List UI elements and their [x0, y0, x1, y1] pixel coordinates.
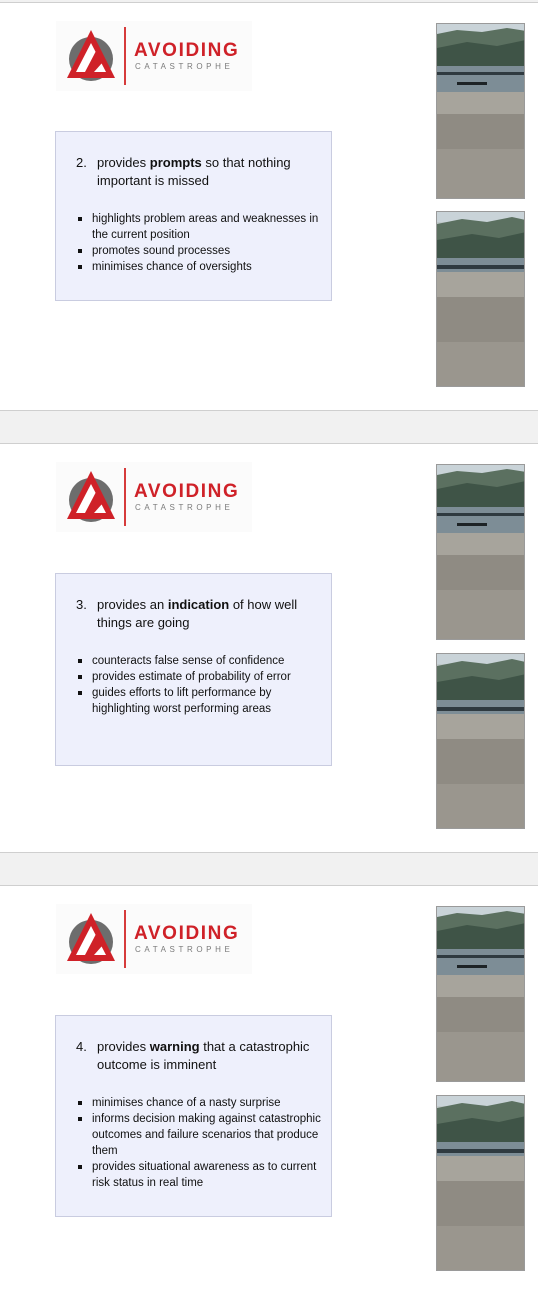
slide-separator: [0, 852, 538, 886]
list-item: [76, 1095, 321, 1111]
list-item: [76, 1159, 321, 1191]
heading-text: provides: [97, 155, 150, 170]
avoiding-catastrophe-logo: [56, 904, 252, 974]
avoiding-catastrophe-logo: [56, 462, 252, 532]
logo-triangle-icon: [62, 468, 120, 526]
list-item: [76, 653, 321, 669]
lake-photo: [436, 653, 525, 829]
panel-heading: [76, 1038, 321, 1074]
heading-text: of how well things are going: [97, 597, 298, 630]
heading-number: 2.: [76, 155, 87, 170]
slide: [0, 886, 538, 1292]
bullet-list: [76, 211, 321, 275]
lake-photo: [436, 906, 525, 1082]
content-panel: [55, 1015, 332, 1217]
lake-photo: [436, 211, 525, 387]
logo-divider: [124, 910, 126, 968]
heading-keyword: prompts: [149, 155, 202, 170]
slide: [0, 444, 538, 852]
bullet-text: informs decision making against catastrophic outcomes and failure scenarios that produce them: [92, 1113, 321, 1157]
heading-text: provides an: [97, 597, 168, 612]
heading-number: 4.: [76, 1039, 87, 1054]
heading-keyword: indication: [167, 597, 230, 612]
list-item: [76, 259, 321, 275]
lake-photo: [436, 23, 525, 199]
heading-text: that a catastrophic outcome is imminent: [97, 1039, 310, 1072]
logo-word-catastrophe: CATASTROPHE: [135, 62, 234, 71]
bullet-text: minimises chance of oversights: [92, 261, 252, 273]
logo-word-avoiding: AVOIDING: [134, 40, 240, 61]
bullet-list: [76, 653, 321, 717]
heading-text: provides: [97, 1039, 150, 1054]
logo-word-avoiding: AVOIDING: [134, 481, 240, 502]
list-item: [76, 211, 321, 243]
panel-heading: [76, 596, 321, 632]
slide: [0, 3, 538, 410]
bullet-text: minimises chance of a nasty surprise: [92, 1097, 281, 1109]
bullet-text: guides efforts to lift performance by highlighting worst performing areas: [92, 687, 272, 715]
lake-photo: [436, 1095, 525, 1271]
bullet-text: provides estimate of probability of error: [92, 671, 291, 683]
bullet-text: promotes sound processes: [92, 245, 231, 257]
bullet-text: provides situational awareness as to current risk status in real time: [92, 1161, 317, 1189]
logo-divider: [124, 27, 126, 85]
bullet-text: highlights problem areas and weaknesses in the current position: [92, 213, 319, 241]
content-panel: [55, 131, 332, 301]
logo-divider: [124, 468, 126, 526]
heading-text: so that nothing important is missed: [97, 155, 291, 188]
slide-separator: [0, 410, 538, 444]
lake-photo: [436, 464, 525, 640]
list-item: [76, 243, 321, 259]
list-item: [76, 685, 321, 717]
list-item: [76, 669, 321, 685]
content-panel: [55, 573, 332, 766]
heading-number: 3.: [76, 597, 87, 612]
heading-keyword: warning: [149, 1039, 200, 1054]
avoiding-catastrophe-logo: [56, 21, 252, 91]
logo-word-avoiding: AVOIDING: [134, 923, 240, 944]
logo-word-catastrophe: CATASTROPHE: [135, 945, 234, 954]
bullet-list: [76, 1095, 321, 1191]
list-item: [76, 1111, 321, 1159]
logo-triangle-icon: [62, 910, 120, 968]
bullet-text: counteracts false sense of confidence: [92, 655, 285, 667]
logo-word-catastrophe: CATASTROPHE: [135, 503, 234, 512]
logo-triangle-icon: [62, 27, 120, 85]
panel-heading: [76, 154, 321, 190]
